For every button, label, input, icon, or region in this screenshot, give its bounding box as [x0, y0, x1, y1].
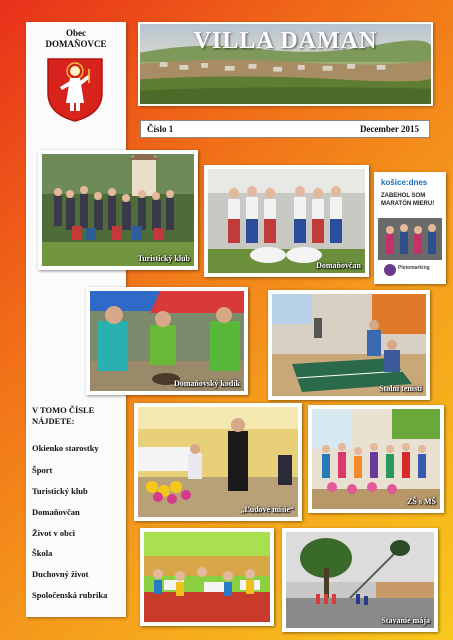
caption-zs-ms: ZŠ s MŠ: [407, 497, 436, 506]
toc-item-spolocenska-rubrika[interactable]: Spoločenská rubrika: [32, 590, 108, 600]
caption-turisticky-klub: Turistický klub: [137, 254, 190, 263]
issue-number: Číslo 1: [147, 124, 174, 134]
photo-domanovsky-kodik: [86, 287, 248, 395]
municipality-line1: Obec: [66, 28, 86, 38]
caption-stolni-tenisti: Stolní tenisti: [379, 384, 422, 393]
photo-ludove-misie: [134, 403, 302, 521]
photo-turisticky-klub: [38, 150, 198, 270]
masthead-banner: [138, 22, 433, 106]
toc-item-skola[interactable]: Škola: [32, 548, 53, 558]
toc-item-sport[interactable]: Šport: [32, 465, 53, 475]
toc-item-zivot-v-obci[interactable]: Život v obci: [32, 528, 75, 538]
toc-heading-line2: NÁJDETE:: [32, 416, 75, 426]
marathon-sponsor: Pletomarking: [398, 265, 430, 271]
toc-item-turisticky-klub[interactable]: Turistický klub: [32, 486, 88, 496]
toc-heading: [32, 405, 94, 427]
toc-item-domanovcan[interactable]: Domaňovčan: [32, 507, 80, 517]
toc-item-duchovny-zivot[interactable]: Duchovný život: [32, 569, 89, 579]
photo-stavanie-maja: [282, 528, 438, 632]
municipality-name: [26, 28, 126, 50]
toc-heading-line1: V TOMO ČÍSLE: [32, 405, 95, 415]
issue-date: December 2015: [359, 124, 419, 134]
photo-stolni-tenisti: [268, 290, 430, 400]
marathon-brand: košice:dnes: [381, 178, 428, 187]
newsletter-title: VILLA DAMAN: [193, 28, 378, 54]
photo-domanovcan: [204, 165, 369, 277]
coat-of-arms-icon: [46, 57, 104, 123]
caption-domanovcan: Domaňovčan: [316, 261, 361, 270]
marathon-slogan-2: MARATÓN MIERU!: [381, 201, 435, 207]
caption-ludove-misie: „Ľudové misie“: [240, 505, 294, 514]
toc-item-okienko-starostky[interactable]: Okienko starostky: [32, 443, 99, 453]
photo-classroom: [140, 528, 274, 626]
municipality-line2: DOMAŇOVCE: [45, 39, 107, 49]
photo-marathon: [374, 172, 446, 284]
caption-stavanie-maja: Stavanie mája: [381, 616, 430, 625]
marathon-slogan-1: ZABEHOL SOM: [381, 193, 426, 199]
photo-zs-ms: [308, 405, 444, 513]
caption-domanovsky-kodik: Domaňovský kodík: [173, 379, 240, 388]
issue-info-bar: [140, 120, 430, 138]
